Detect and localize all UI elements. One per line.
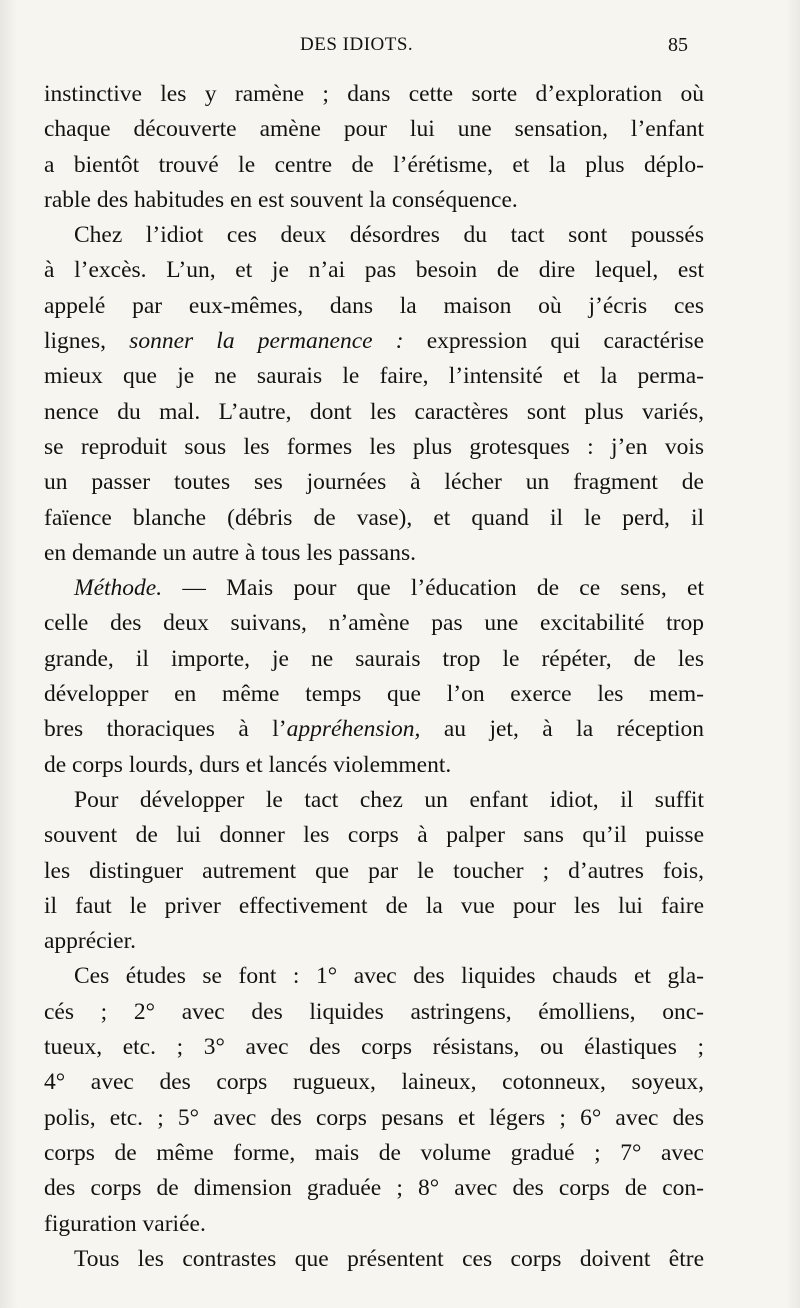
text-line (44, 1242, 704, 1277)
text-run: expression qui caractérise (403, 328, 704, 355)
text-line (44, 218, 704, 253)
text-run: mieux que je ne saurais le faire, l’intensité et la perma- (44, 363, 704, 390)
text-run: Pour développer le tact chez un enfant idiot, il suffit (74, 786, 704, 813)
text-line (44, 112, 704, 147)
text-line (44, 536, 704, 571)
text-run: il faut le priver effectivement de la vue pour les lui faire (44, 892, 704, 919)
text-line (44, 783, 704, 818)
text-run: rable des habitudes en est souvent la conséquence. (44, 186, 518, 213)
text-run: cés ; 2° avec des liquides astringens, émolliens, onc- (44, 998, 704, 1025)
text-line (44, 959, 704, 994)
text-line (44, 1101, 704, 1136)
text-line (44, 253, 704, 288)
text-run: Chez l’idiot ces deux désordres du tact sont poussés (74, 222, 704, 249)
text-line (44, 818, 704, 853)
running-title: DES IDIOTS. (300, 34, 414, 55)
text-run: se reproduit sous les formes les plus grotesques : j’en vois (44, 433, 704, 460)
text-line (44, 571, 704, 606)
text-line (44, 995, 704, 1030)
text-line (44, 148, 704, 183)
text-line (44, 854, 704, 889)
text-run: nence du mal. L’autre, dont les caractères sont plus variés, (44, 398, 704, 425)
text-line (44, 324, 704, 359)
text-run: 4° avec des corps rugueux, laineux, cotonneux, soyeux, (44, 1069, 704, 1096)
text-run: à l’excès. L’un, et je n’ai pas besoin de dire lequel, est (44, 257, 704, 284)
text-run: figuration variée. (44, 1210, 206, 1237)
running-head (0, 34, 800, 60)
text-run: faïence blanche (débris de vase), et quand il le perd, il (44, 504, 704, 531)
text-run: un passer toutes ses journées à lécher un fragment de (44, 469, 704, 496)
text-run: Ces études se font : 1° avec des liquides chauds et gla- (74, 963, 704, 990)
text-line (44, 642, 704, 677)
text-line (44, 183, 704, 218)
text-line (44, 77, 704, 112)
text-line (44, 1065, 704, 1100)
italic-text: sonner la permanence : (129, 328, 404, 355)
text-run: — Mais pour que l’éducation de ce sens, et (162, 575, 704, 602)
text-line (44, 430, 704, 465)
text-run: les distinguer autrement que par le toucher ; d’autres fois, (44, 857, 704, 884)
text-run: tueux, etc. ; 3° avec des corps résistans, ou élastiques ; (44, 1034, 704, 1061)
text-run: en demande un autre à tous les passans. (44, 539, 416, 566)
text-run: bres thoraciques à l’ (44, 716, 287, 743)
text-line (44, 465, 704, 500)
text-line (44, 677, 704, 712)
italic-text: Méthode. (74, 575, 163, 602)
text-run: au jet, à la réception (420, 716, 704, 743)
text-run: corps de même forme, mais de volume gradué ; 7° avec (44, 1139, 704, 1166)
body-text (44, 77, 704, 1277)
text-run: chaque découverte amène pour lui une sensation, l’enfant (44, 116, 704, 143)
text-line (44, 748, 704, 783)
text-line (44, 395, 704, 430)
text-line (44, 359, 704, 394)
page-number: 85 (668, 34, 688, 56)
text-line (44, 606, 704, 641)
text-run: lignes, (44, 328, 130, 355)
text-run: instinctive les y ramène ; dans cette sorte d’exploration où (44, 81, 704, 107)
text-line (44, 1136, 704, 1171)
text-run: des corps de dimension graduée ; 8° avec des corps de con- (44, 1175, 704, 1202)
text-run: souvent de lui donner les corps à palper sans qu’il puisse (44, 822, 704, 849)
text-line (44, 289, 704, 324)
text-run: appelé par eux-mêmes, dans la maison où j’écris ces (44, 292, 704, 319)
text-run: polis, etc. ; 5° avec des corps pesans et légers ; 6° avec des (44, 1104, 704, 1131)
text-run: développer en même temps que l’on exerce les mem- (44, 681, 704, 708)
text-run: celle des deux suivans, n’amène pas une excitabilité trop (44, 610, 704, 637)
text-line (44, 1030, 704, 1065)
text-line (44, 924, 704, 959)
text-run: de corps lourds, durs et lancés violemment. (44, 751, 452, 778)
text-run: a bientôt trouvé le centre de l’érétisme, et la plus déplo- (44, 151, 704, 178)
text-run: apprécier. (44, 928, 136, 955)
text-line (44, 1171, 704, 1206)
text-run: Tous les contrastes que présentent ces corps doivent être (74, 1245, 704, 1272)
text-run: grande, il importe, je ne saurais trop le répéter, de les (44, 645, 704, 672)
text-line (44, 1207, 704, 1242)
italic-text: appréhension, (286, 716, 421, 743)
text-line (44, 889, 704, 924)
text-line (44, 501, 704, 536)
text-line (44, 712, 704, 747)
